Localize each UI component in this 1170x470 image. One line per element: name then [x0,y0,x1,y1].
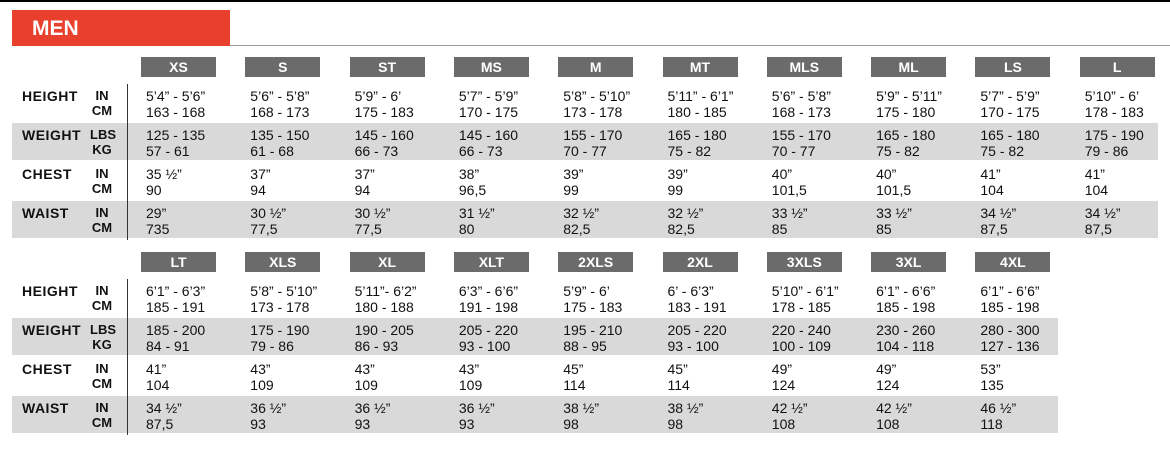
size-chart-table-1 [12,57,1158,240]
unit-kg: KG [92,337,112,352]
height-cell [876,283,935,315]
height-cm-value: 183 - 191 [667,299,727,315]
unit-in: IN [95,400,109,415]
weight-kg-value: 104 - 118 [876,338,935,354]
weight-lbs-value: 165 - 180 [980,127,1040,143]
size-header-xlt: XLT [454,252,529,272]
waist-in-value: 32 ½” [667,205,704,221]
waist-cell [146,400,182,432]
weight-cell [668,322,727,354]
chest-cm-value: 101,5 [771,182,807,198]
height-in-value: 6’1” - 6’6” [980,283,1040,299]
men-section-badge: MEN [12,10,230,46]
unit-in: IN [95,283,109,298]
waist-in-value: 33 ½” [771,205,808,221]
height-cell [876,88,942,120]
chest-cell [146,166,182,198]
chest-cm-value: 114 [667,377,690,393]
waist-in-value: 34 ½” [1084,205,1121,221]
height-cell [563,283,622,315]
unit-cm: CM [91,220,113,235]
waist-cm-value: 93 [458,416,475,432]
chest-cell [459,361,482,393]
weight-cell [772,127,831,159]
weight-cell [563,127,622,159]
waist-cell [772,205,808,237]
waist-cell [980,400,1016,432]
height-cm-value: 170 - 175 [980,104,1040,120]
height-cell [459,88,518,120]
chest-cm-value: 99 [667,182,684,198]
weight-lbs-value: 190 - 205 [354,322,414,338]
unit-kg: KG [92,142,112,157]
waist-label: WAIST [22,205,69,221]
waist-cell [459,400,495,432]
waist-cm-value: 93 [354,416,371,432]
height-cell [563,88,630,120]
weight-lbs-value: 185 - 200 [146,322,206,338]
chest-cell [459,166,486,198]
size-header-3xls: 3XLS [767,252,842,272]
waist-cm-value: 98 [667,416,684,432]
weight-kg-value: 75 - 82 [980,143,1024,159]
chest-cell [876,361,899,393]
height-cm-value: 191 - 198 [458,299,519,315]
chest-label: CHEST [22,361,72,377]
unit-cm: CM [91,415,113,430]
waist-in-value: 38 ½” [667,400,704,416]
height-cell [668,88,734,120]
chest-cm-value: 109 [354,377,378,393]
height-cm-value: 175 - 183 [563,299,623,315]
chest-in-value: 40” [771,166,793,182]
weight-cell [563,322,622,354]
weight-kg-value: 70 - 77 [563,143,607,159]
height-cell [146,88,205,120]
height-cm-value: 185 - 198 [876,299,936,315]
weight-kg-value: 75 - 82 [667,143,712,159]
weight-lbs-value: 230 - 260 [876,322,936,338]
weight-kg-value: 86 - 93 [354,338,399,354]
height-cell [355,283,417,315]
size-header-2xl: 2XL [663,252,738,272]
waist-cm-value: 108 [876,416,900,432]
weight-lbs-value: 205 - 220 [458,322,519,338]
chest-cm-value: 135 [980,377,1004,393]
height-cell [146,283,205,315]
weight-cell [668,127,727,159]
waist-in-value: 46 ½” [980,400,1017,416]
weight-lbs-value: 175 - 190 [250,322,310,338]
height-cell [1085,88,1144,120]
height-units [90,88,114,118]
label-column-divider [127,84,128,240]
size-header-mls: MLS [767,57,842,77]
waist-units [90,400,114,430]
chest-cm-value: 124 [876,377,900,393]
height-in-value: 6’1” - 6’6” [876,283,936,299]
waist-cm-value: 85 [771,221,788,237]
size-header-ls: LS [975,57,1050,77]
height-cm-value: 175 - 180 [876,104,936,120]
size-header-xl: XL [350,252,425,272]
waist-cm-value: 80 [458,221,475,237]
weight-lbs-value: 145 - 160 [354,127,414,143]
weight-cell [980,127,1039,159]
height-cell [772,283,839,315]
unit-in: IN [95,166,109,181]
height-in-value: 5’8” - 5’10” [563,88,631,104]
weight-lbs-value: 165 - 180 [876,127,936,143]
height-cell [355,88,414,120]
unit-cm: CM [91,181,113,196]
waist-cell [355,205,391,237]
waist-cm-value: 87,5 [980,221,1008,237]
size-chart-table-2 [12,252,1058,435]
weight-lbs-value: 165 - 180 [667,127,727,143]
weight-cell [459,127,518,159]
chest-cell [980,361,1003,393]
weight-cell [355,127,414,159]
weight-label: WEIGHT [22,127,81,143]
size-header-3xl: 3XL [871,252,946,272]
weight-lbs-value: 205 - 220 [667,322,727,338]
weight-cell [772,322,831,354]
weight-lbs-value: 135 - 150 [250,127,310,143]
height-in-value: 5’11” - 6’1” [667,88,734,104]
weight-lbs-value: 195 - 210 [563,322,623,338]
chest-cell [563,166,583,198]
waist-in-value: 34 ½” [146,400,182,416]
weight-lbs-value: 145 - 160 [458,127,519,143]
waist-in-value: 31 ½” [458,205,495,221]
waist-in-value: 33 ½” [876,205,912,221]
waist-cm-value: 87,5 [1084,221,1112,237]
size-header-ms: MS [454,57,529,77]
waist-cell [563,400,599,432]
height-cm-value: 173 - 178 [563,104,623,120]
height-in-value: 5’8” - 5’10” [250,283,318,299]
waist-cell [876,400,912,432]
header-divider [230,45,1170,46]
height-cm-value: 168 - 173 [771,104,831,120]
chest-in-value: 40” [876,166,897,182]
waist-cm-value: 85 [876,221,892,237]
height-in-value: 5’7” - 5’9” [980,88,1040,104]
chest-cm-value: 94 [354,182,371,198]
weight-cell [355,322,414,354]
waist-cm-value: 77,5 [354,221,382,237]
weight-cell [250,127,309,159]
height-cm-value: 173 - 178 [250,299,310,315]
height-label: HEIGHT [22,283,78,299]
waist-label: WAIST [22,400,69,416]
height-cell [250,88,309,120]
unit-lbs: LBS [90,322,116,337]
chest-cell [980,166,1003,198]
waist-cm-value: 108 [771,416,796,432]
unit-in: IN [95,205,109,220]
height-cm-value: 168 - 173 [250,104,310,120]
height-in-value: 5’10” - 6’1” [771,283,839,299]
unit-cm: CM [91,298,113,313]
chest-in-value: 49” [771,361,793,377]
height-cm-value: 170 - 175 [458,104,519,120]
chest-cm-value: 96,5 [458,182,487,198]
unit-in: IN [95,88,109,103]
weight-units [90,127,114,157]
unit-cm: CM [91,103,113,118]
weight-lbs-value: 155 - 170 [563,127,623,143]
height-cm-value: 180 - 185 [667,104,727,120]
height-cell [980,88,1039,120]
height-cm-value: 163 - 168 [146,104,206,120]
waist-cell [1085,205,1121,237]
unit-in: IN [95,361,109,376]
waist-cell [563,205,599,237]
chest-in-value: 41” [980,166,1001,182]
chest-in-value: 45” [563,361,584,377]
height-cm-value: 180 - 188 [354,299,414,315]
weight-kg-value: 61 - 68 [250,143,294,159]
height-cell [459,283,518,315]
height-in-value: 6’3” - 6’6” [458,283,519,299]
waist-cm-value: 735 [146,221,170,237]
waist-cm-value: 93 [250,416,266,432]
weight-cell [876,322,935,354]
height-cell [980,283,1039,315]
chest-in-value: 41” [1084,166,1105,182]
weight-kg-value: 93 - 100 [667,338,719,354]
weight-kg-value: 79 - 86 [1084,143,1129,159]
waist-in-value: 34 ½” [980,205,1017,221]
waist-cell [668,205,704,237]
weight-cell [980,322,1039,354]
height-cm-value: 178 - 185 [771,299,831,315]
weight-kg-value: 57 - 61 [146,143,190,159]
waist-in-value: 30 ½” [250,205,287,221]
weight-cell [146,322,205,354]
chest-cm-value: 99 [563,182,579,198]
waist-cm-value: 98 [563,416,579,432]
size-header-xs: XS [141,57,216,77]
waist-cell [876,205,912,237]
weight-lbs-value: 175 - 190 [1084,127,1144,143]
waist-cell [772,400,808,432]
chest-cell [668,166,688,198]
waist-cell [250,400,286,432]
weight-lbs-value: 125 - 135 [146,127,206,143]
waist-in-value: 36 ½” [354,400,391,416]
waist-in-value: 42 ½” [876,400,912,416]
size-header-st: ST [350,57,425,77]
weight-lbs-value: 220 - 240 [771,322,831,338]
size-header-xls: XLS [245,252,320,272]
chest-in-value: 43” [250,361,271,377]
chest-cell [772,361,795,393]
weight-lbs-value: 155 - 170 [771,127,831,143]
waist-cm-value: 82,5 [563,221,591,237]
chest-cell [563,361,585,393]
chest-cell [355,166,375,198]
height-in-value: 5’6” - 5’8” [250,88,310,104]
waist-cell [980,205,1016,237]
waist-cell [146,205,169,237]
height-cm-value: 185 - 191 [146,299,206,315]
size-header-4xl: 4XL [975,252,1050,272]
waist-in-value: 36 ½” [458,400,495,416]
chest-cm-value: 104 [980,182,1004,198]
chest-cm-value: 90 [146,182,162,198]
chest-units [90,166,114,196]
weight-cell [876,127,935,159]
weight-label: WEIGHT [22,322,81,338]
chest-in-value: 41” [146,361,167,377]
weight-kg-value: 84 - 91 [146,338,190,354]
height-in-value: 5’10” - 6’ [1084,88,1140,104]
weight-cell [1085,127,1144,159]
weight-kg-value: 93 - 100 [458,338,511,354]
height-in-value: 5’7” - 5’9” [458,88,519,104]
chest-cm-value: 124 [771,377,796,393]
weight-lbs-value: 280 - 300 [980,322,1040,338]
chest-cm-value: 109 [458,377,483,393]
waist-in-value: 32 ½” [563,205,599,221]
chest-in-value: 45” [667,361,688,377]
chest-cm-value: 104 [146,377,170,393]
waist-in-value: 42 ½” [771,400,808,416]
chest-cell [668,361,690,393]
chest-in-value: 39” [563,166,584,182]
waist-cell [459,205,495,237]
weight-kg-value: 70 - 77 [771,143,816,159]
height-cell [250,283,317,315]
size-header-s: S [245,57,320,77]
chest-cell [250,166,270,198]
size-header-l: L [1080,57,1155,77]
chest-cell [355,361,378,393]
weight-kg-value: 66 - 73 [354,143,399,159]
weight-kg-value: 75 - 82 [876,143,920,159]
chest-in-value: 37” [250,166,271,182]
chest-cell [1085,166,1108,198]
size-header-ml: ML [871,57,946,77]
chest-in-value: 39” [667,166,688,182]
height-cm-value: 178 - 183 [1084,104,1144,120]
height-in-value: 5’9” - 6’ [354,88,402,104]
waist-in-value: 36 ½” [250,400,287,416]
chest-in-value: 43” [354,361,375,377]
unit-lbs: LBS [90,127,116,142]
weight-cell [459,322,518,354]
height-in-value: 5’9” - 5’11” [876,88,942,104]
chest-in-value: 38” [458,166,480,182]
chest-in-value: 43” [458,361,480,377]
waist-cm-value: 118 [980,416,1003,432]
height-units [90,283,114,313]
height-cell [772,88,831,120]
chest-cell [250,361,273,393]
height-in-value: 5’6” - 5’8” [771,88,831,104]
weight-kg-value: 66 - 73 [458,143,503,159]
chest-in-value: 37” [354,166,375,182]
size-header-mt: MT [663,57,738,77]
chest-cell [146,361,169,393]
weight-kg-value: 79 - 86 [250,338,294,354]
chest-cm-value: 114 [563,377,586,393]
height-in-value: 6’1” - 6’3” [146,283,206,299]
chest-cm-value: 101,5 [876,182,912,198]
chest-in-value: 35 ½” [146,166,182,182]
chest-cell [876,166,911,198]
waist-in-value: 38 ½” [563,400,599,416]
height-label: HEIGHT [22,88,78,104]
size-header-lt: LT [141,252,216,272]
top-border-line [0,0,1170,2]
height-in-value: 5’4” - 5’6” [146,88,206,104]
unit-cm: CM [91,376,113,391]
height-in-value: 5’11”- 6’2” [354,283,417,299]
chest-in-value: 49” [876,361,897,377]
chest-cm-value: 109 [250,377,274,393]
weight-kg-value: 100 - 109 [771,338,831,354]
height-cell [668,283,727,315]
weight-kg-value: 88 - 95 [563,338,607,354]
size-header-m: M [558,57,633,77]
waist-cm-value: 82,5 [667,221,695,237]
weight-cell [146,127,205,159]
weight-units [90,322,114,352]
weight-kg-value: 127 - 136 [980,338,1040,354]
chest-units [90,361,114,391]
chest-cm-value: 94 [250,182,266,198]
waist-cell [355,400,391,432]
chest-in-value: 53” [980,361,1001,377]
waist-in-value: 30 ½” [354,205,391,221]
height-in-value: 6’ - 6’3” [667,283,714,299]
waist-cm-value: 77,5 [250,221,278,237]
height-in-value: 5’9” - 6’ [563,283,610,299]
label-column-divider [127,279,128,435]
waist-cell [250,205,286,237]
waist-units [90,205,114,235]
waist-cell [668,400,704,432]
height-cm-value: 185 - 198 [980,299,1040,315]
waist-cm-value: 87,5 [146,416,174,432]
weight-cell [250,322,309,354]
height-cm-value: 175 - 183 [354,104,414,120]
chest-cell [772,166,807,198]
chest-cm-value: 104 [1084,182,1109,198]
waist-in-value: 29” [146,205,167,221]
chest-label: CHEST [22,166,72,182]
size-header-2xls: 2XLS [558,252,633,272]
